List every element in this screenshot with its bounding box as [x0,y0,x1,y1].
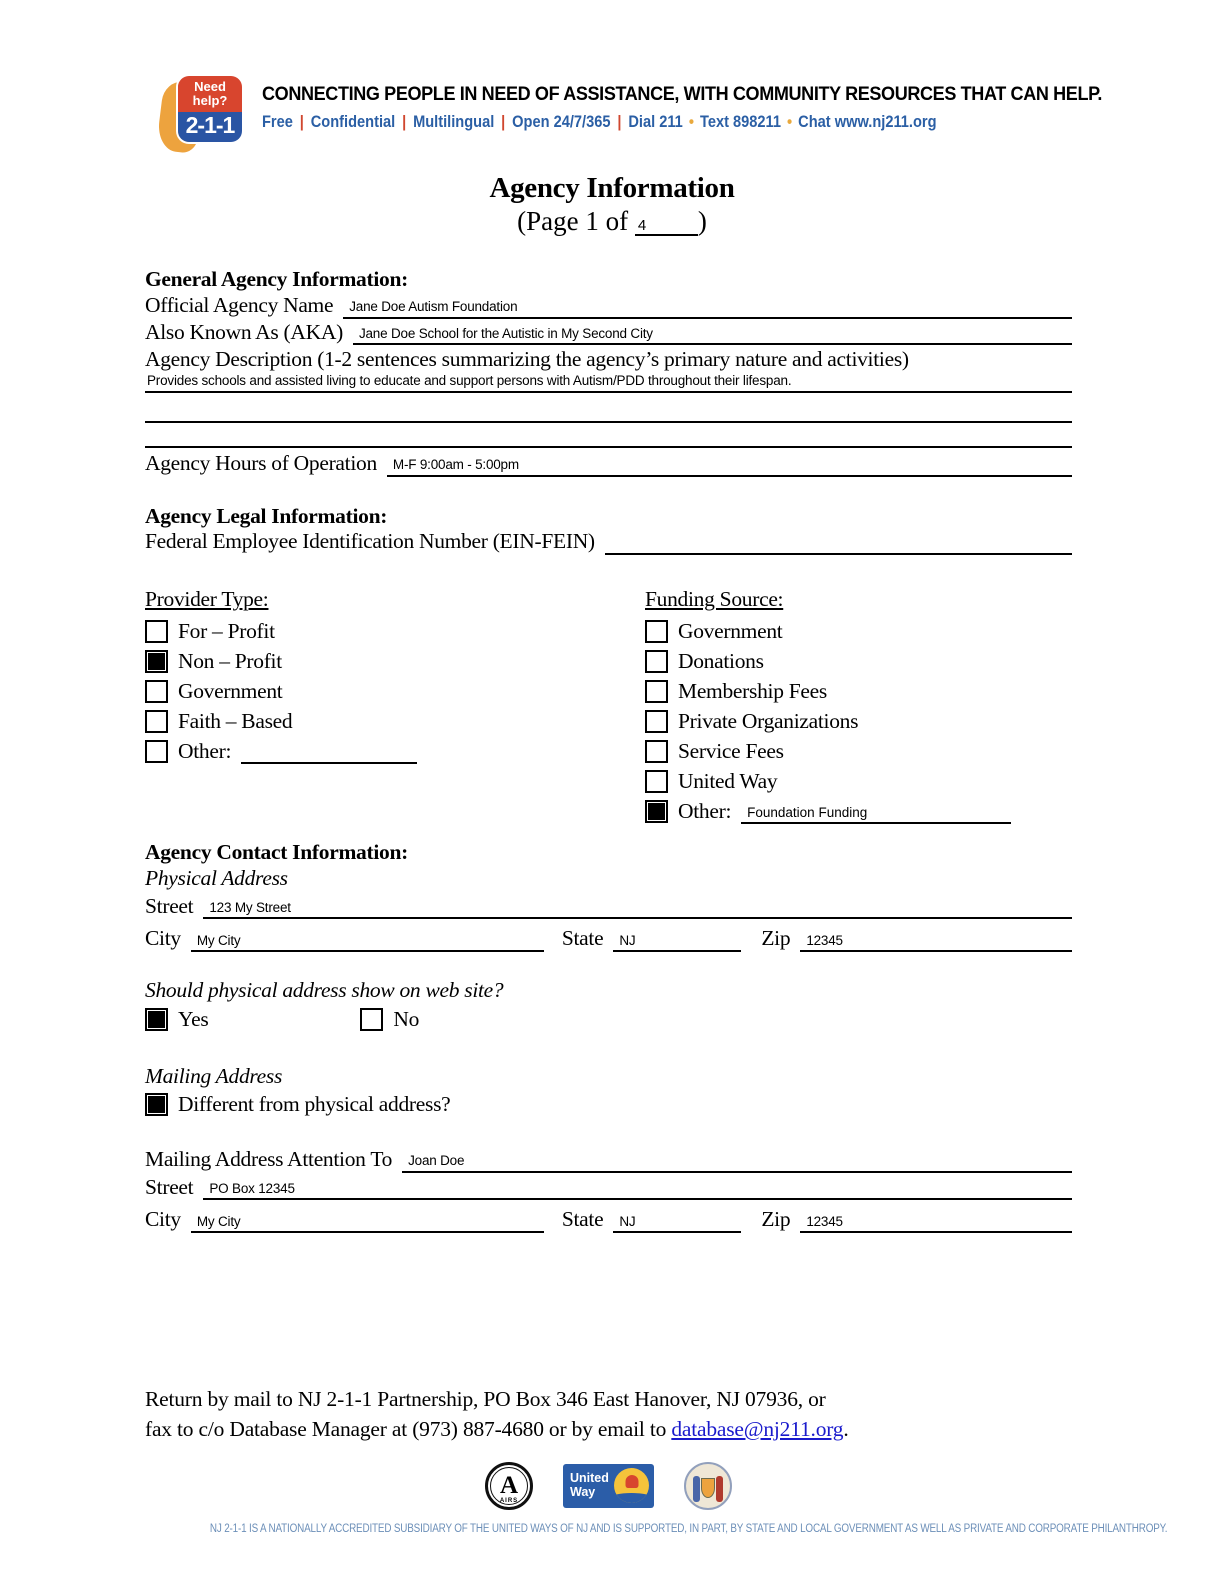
mailing-city-field[interactable]: My City [191,1214,544,1234]
return-instructions [145,1385,1072,1444]
aka-field[interactable]: Jane Doe School for the Autistic in My Second City [353,326,1072,346]
non-profit-checkbox[interactable] [145,650,168,673]
united-way-sun-icon [614,1468,649,1503]
funding-option-row [645,736,1072,766]
mailing-address-heading: Mailing Address [145,1064,283,1089]
provider-option-row [145,676,645,706]
funding-option-row [645,796,1072,826]
attention-label: Mailing Address Attention To [145,1146,393,1171]
page-header [0,0,1224,160]
bullet-separator: • [787,112,793,131]
official-name-row [145,293,1072,319]
different-address-label: Different from physical address? [178,1092,451,1117]
description-row [145,373,1072,393]
physical-street-row [145,894,1072,920]
mailing-street-label: Street [145,1174,194,1199]
provider-other-label: Other: [178,738,232,763]
funding-source-heading: Funding Source: [645,587,784,612]
yes-no-row [145,1004,1072,1034]
tagline-item: Free [262,112,293,131]
page-total-field[interactable]: 4 [635,218,698,236]
non-profit-label: Non – Profit [178,648,282,673]
mailing-zip-field[interactable]: 12345 [800,1214,1072,1234]
physical-state-field[interactable]: NJ [613,933,741,953]
attention-field[interactable]: Joan Doe [402,1153,1072,1173]
page-number-line [0,206,1224,237]
web-question: Should physical address show on web site? [145,978,504,1003]
funding-government-checkbox[interactable] [645,620,668,643]
tagline-item: Dial 211 [628,112,683,131]
airs-accreditation-icon: A AIRS [485,1462,533,1510]
official-name-field[interactable]: Jane Doe Autism Foundation [343,299,1072,319]
private-organizations-checkbox[interactable] [645,710,668,733]
funding-other-checkbox[interactable] [645,800,668,823]
description-label: Agency Description (1-2 sentences summarizing the agency’s primary nature and activities) [145,347,909,372]
funding-option-row [645,676,1072,706]
mailing-street-row [145,1175,1072,1201]
checkbox-columns [145,587,1072,826]
tagline-item: Multilingual [413,112,495,131]
ein-field[interactable] [605,536,1072,555]
united-way-wave-icon [614,1493,649,1503]
united-way-label: United Way [678,768,778,793]
hours-row [145,451,1072,477]
nj-state-seal-icon [684,1462,732,1510]
physical-city-state-zip-row [145,926,1072,952]
general-section-heading: General Agency Information: [145,267,409,291]
physical-street-field[interactable]: 123 My Street [203,900,1072,920]
funding-source-column [645,587,1072,826]
provider-option-row [145,616,645,646]
donations-checkbox[interactable] [645,650,668,673]
provider-option-row [145,646,645,676]
mailing-state-label: State [561,1207,604,1232]
provider-option-row [145,736,645,766]
tagline-item: Open 24/7/365 [512,112,611,131]
return-line-2: fax to c/o Database Manager at (973) 887-4680 or by email to database@nj211.org. [145,1416,849,1441]
ein-row [145,529,1072,555]
page-prefix: (Page 1 of [517,206,629,236]
header-text-block [262,76,1146,132]
provider-option-row [145,706,645,736]
tagline-item: Chat www.nj211.org [798,112,937,131]
provider-type-heading: Provider Type: [145,587,269,612]
211-number-text: 2-1-1 [178,112,242,142]
contact-section-heading: Agency Contact Information: [145,840,409,865]
attention-row [145,1147,1072,1173]
for-profit-checkbox[interactable] [145,620,168,643]
footer-logos [145,1459,1072,1513]
state-label: State [561,926,604,951]
donations-label: Donations [678,648,764,673]
different-address-checkbox[interactable] [145,1093,168,1116]
211-badge-icon [178,76,242,142]
nj211-logo-icon [160,76,246,160]
city-label: City [145,926,181,951]
united-way-logo-icon: United Way [563,1464,654,1508]
street-label: Street [145,893,194,918]
email-link[interactable]: database@nj211.org [671,1416,844,1441]
funding-other-field[interactable]: Foundation Funding [741,805,1011,824]
description-blank-line[interactable] [145,423,1072,448]
mailing-street-field[interactable]: PO Box 12345 [203,1181,1072,1201]
membership-fees-label: Membership Fees [678,678,827,703]
different-address-row [145,1090,1072,1120]
footer-disclaimer: NJ 2-1-1 IS A NATIONALLY ACCREDITED SUBSIDIARY OF THE UNITED WAYS OF NJ AND IS SUPPORTED, IN PART, BY STATE AND LOCAL GOVERNMENT AS WELL AS PRIVATE AND CORPORATE PHILANTHROPY. [209,1522,1168,1535]
official-name-label: Official Agency Name [145,292,334,317]
funding-other-label: Other: [678,798,732,823]
united-way-checkbox[interactable] [645,770,668,793]
aka-label: Also Known As (AKA) [145,319,343,344]
nj-seal-shield-icon [701,1478,715,1498]
bullet-separator: • [688,112,694,131]
faith-based-label: Faith – Based [178,708,293,733]
yes-label: Yes [178,1006,209,1031]
pipe-separator: | [402,112,407,131]
government-checkbox[interactable] [145,680,168,703]
funding-government-label: Government [678,618,783,643]
provider-type-column [145,587,645,826]
page-title: Agency Information [489,172,735,204]
faith-based-checkbox[interactable] [145,710,168,733]
zip-label: Zip [761,926,791,951]
for-profit-label: For – Profit [178,618,275,643]
funding-option-row [645,766,1072,796]
hours-label: Agency Hours of Operation [145,450,377,475]
physical-city-field[interactable]: My City [191,933,544,953]
service-fees-label: Service Fees [678,738,784,763]
tagline-item: Text 898211 [699,112,781,131]
header-headline: CONNECTING PEOPLE IN NEED OF ASSISTANCE, WITH COMMUNITY RESOURCES THAT CAN HELP. [262,84,1103,105]
description-blank-line[interactable] [145,393,1072,423]
aka-row [145,320,1072,346]
provider-other-checkbox[interactable] [145,740,168,763]
mailing-state-field[interactable]: NJ [613,1214,741,1234]
need-help-text: Need help? [178,76,242,112]
membership-fees-checkbox[interactable] [645,680,668,703]
provider-other-field[interactable] [241,745,417,764]
no-label: No [393,1006,420,1031]
united-way-person-icon [625,1475,638,1488]
ein-label: Federal Employee Identification Number (EIN-FEIN) [145,529,595,554]
mailing-zip-label: Zip [761,1207,791,1232]
legal-section-heading: Agency Legal Information: [145,503,388,528]
physical-zip-field[interactable]: 12345 [800,933,1072,953]
government-label: Government [178,678,283,703]
pipe-separator: | [299,112,304,131]
service-fees-checkbox[interactable] [645,740,668,763]
funding-option-row [645,706,1072,736]
pipe-separator: | [501,112,506,131]
mailing-city-label: City [145,1207,181,1232]
yes-checkbox[interactable] [145,1008,168,1031]
no-checkbox[interactable] [360,1008,383,1031]
private-organizations-label: Private Organizations [678,708,859,733]
return-line-1: Return by mail to NJ 2-1-1 Partnership, PO Box 346 East Hanover, NJ 07936, or [145,1387,826,1412]
page-suffix: ) [697,206,707,236]
funding-option-row [645,646,1072,676]
physical-address-heading: Physical Address [145,865,288,890]
description-field[interactable]: Provides schools and assisted living to educate and support persons with Autism/PDD throughout their lifespan. [145,373,1072,393]
funding-option-row [645,616,1072,646]
mailing-city-state-zip-row [145,1207,1072,1233]
tagline-item: Confidential [310,112,396,131]
hours-field[interactable]: M-F 9:00am - 5:00pm [387,457,1072,477]
header-tagline [262,112,937,132]
pipe-separator: | [617,112,622,131]
